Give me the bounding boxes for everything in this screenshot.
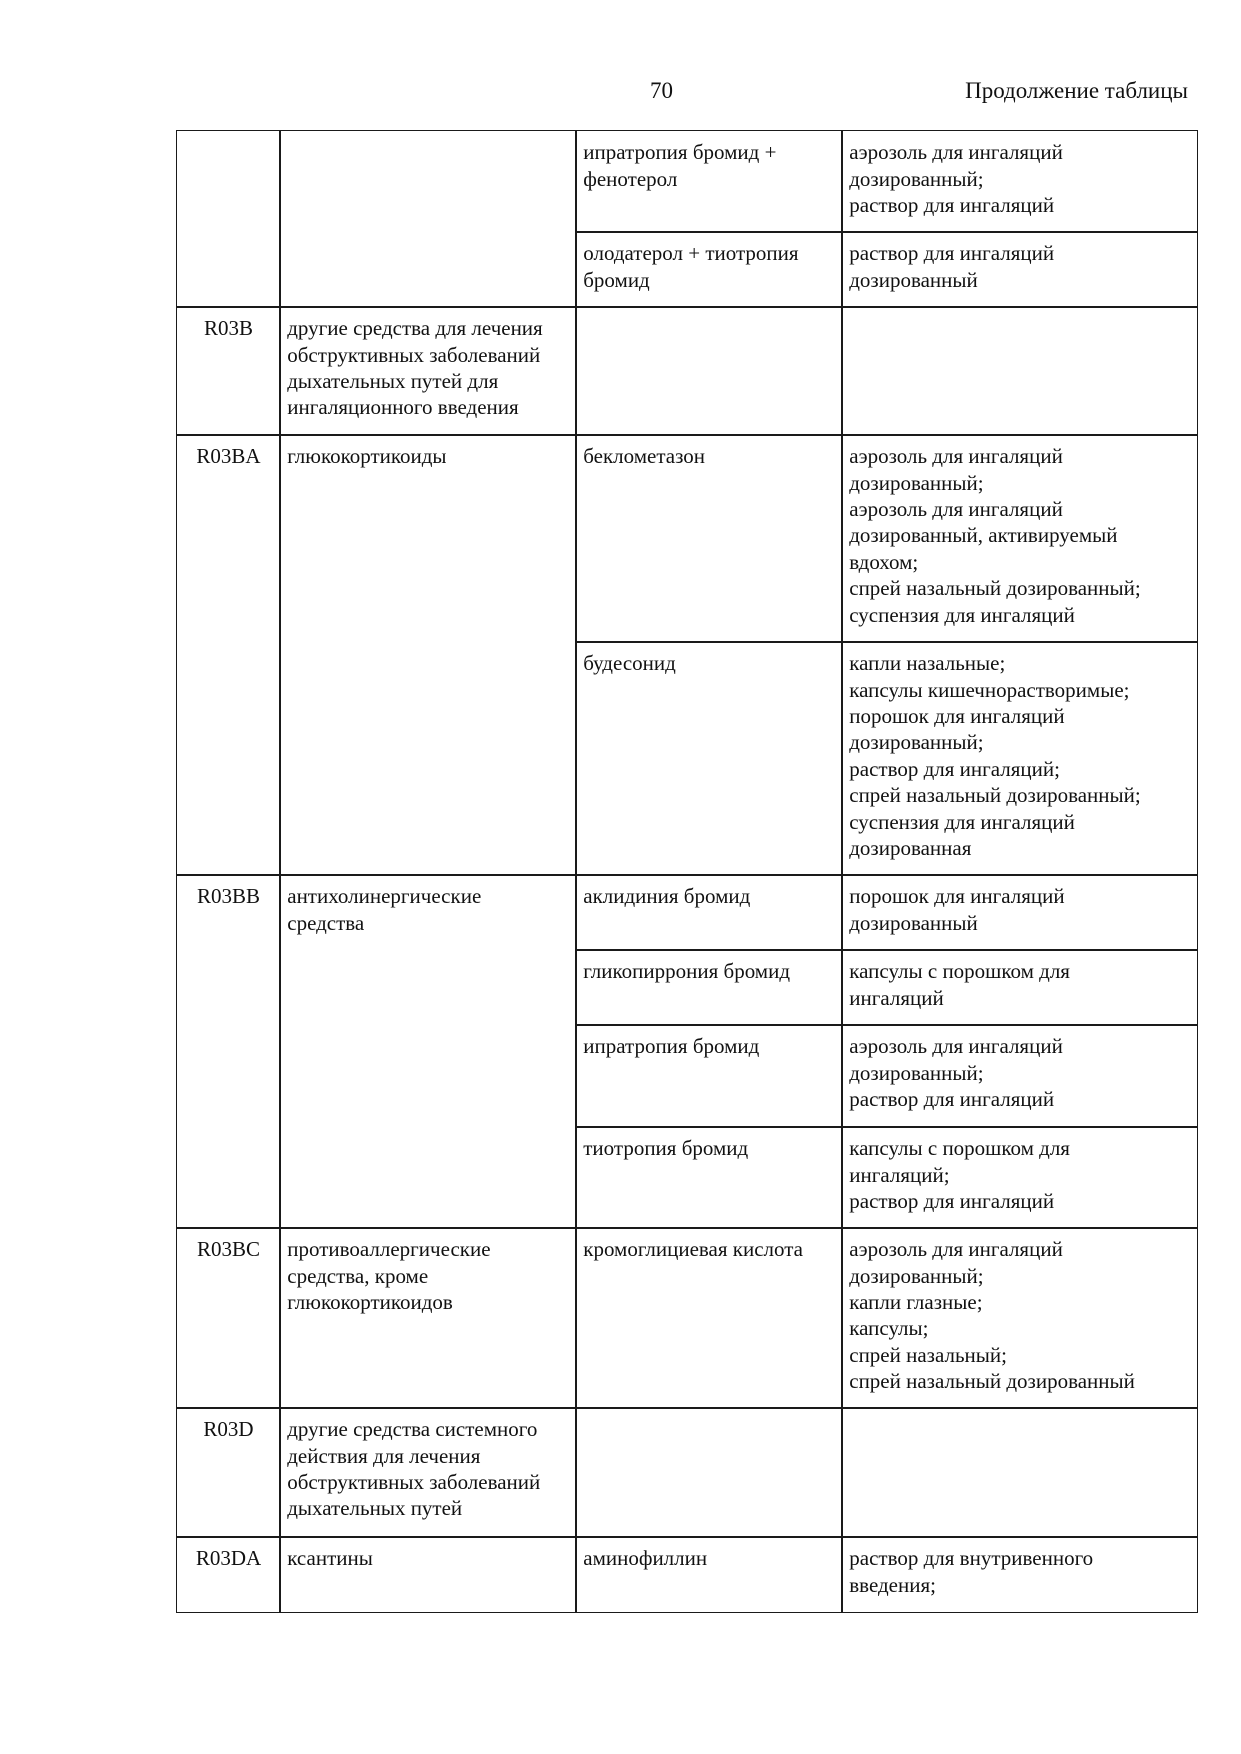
dosage-form-cell-line: раствор для ингаляций [849,1189,1055,1214]
anatomical-group-cell [279,1536,577,1613]
anatomical-group-cell [279,130,577,308]
dosage-form-cell-line: суспензия для ингаляций [849,809,1075,834]
dosage-form-cell-line: введения; [849,1572,936,1597]
dosage-form-cell-line: капсулы с порошком для [849,1136,1070,1161]
drug-name-cell-line: фенотерол [583,166,678,191]
dosage-form-cell-line: раствор для ингаляций [849,241,1055,266]
drug-name-cell-line: гликопиррония бромид [583,959,791,984]
dosage-form-cell [841,641,1198,876]
drug-name-cell [575,130,843,233]
dosage-form-cell-line: вдохом; [849,549,919,574]
dosage-form-cell-line: дозированный [849,910,978,935]
dosage-form-cell [841,306,1198,436]
atc-code: R03BC [196,1237,261,1262]
atc-code: R03BB [196,884,261,909]
anatomical-group-cell [279,1227,577,1409]
dosage-form-cell-line: раствор для ингаляций; [849,756,1060,781]
dosage-form-cell-line: капли назальные; [849,651,1006,676]
drug-name-cell [575,231,843,308]
anatomical-group-cell-line: обструктивных заболеваний [287,1470,541,1495]
dosage-form-cell-line: капсулы; [849,1316,929,1341]
dosage-form-cell [841,949,1198,1026]
atc-code-cell [176,130,281,308]
anatomical-group-cell-line: дыхательных путей [287,1496,463,1521]
atc-code-cell [176,306,281,436]
atc-code-cell [176,1536,281,1613]
drug-name-cell [575,1407,843,1538]
dosage-form-cell [841,1407,1198,1538]
dosage-form-cell-line: дозированный; [849,1263,984,1288]
atc-code-cell [176,434,281,876]
anatomical-group-cell-line: дыхательных путей для [287,369,499,394]
dosage-form-cell [841,874,1198,951]
anatomical-group-cell-line: другие средства для лечения [287,316,543,341]
dosage-form-cell [841,231,1198,308]
dosage-form-cell-line: капсулы кишечнорастворимые; [849,677,1130,702]
dosage-form-cell [841,434,1198,643]
anatomical-group-cell-line: ингаляционного введения [287,395,519,420]
anatomical-group-cell-line: глюкокортикоиды [287,444,447,469]
dosage-form-cell-line: дозированный; [849,730,984,755]
drug-name-cell [575,306,843,436]
anatomical-group-cell-line: антихолинергические [287,884,482,909]
dosage-form-cell-line: спрей назальный; [849,1342,1007,1367]
drug-name-cell [575,874,843,951]
drug-name-cell-line: ипратропия бромид [583,1034,760,1059]
anatomical-group-cell-line: другие средства системного [287,1417,538,1442]
atc-code: R03DA [195,1546,262,1571]
dosage-form-cell [841,1126,1198,1229]
drug-name-cell-line: бромид [583,267,650,292]
drug-name-cell-line: будесонид [583,651,676,676]
atc-code: R03B [203,316,253,341]
anatomical-group-cell [279,306,577,436]
dosage-form-cell-line: дозированный; [849,166,984,191]
dosage-form-cell-line: спрей назальный дозированный; [849,783,1141,808]
dosage-form-cell-line: раствор для внутривенного [849,1546,1094,1571]
drug-name-cell [575,641,843,876]
drug-name-cell-line: аклидиния бромид [583,884,751,909]
anatomical-group-cell [279,1407,577,1538]
dosage-form-cell-line: аэрозоль для ингаляций [849,444,1063,469]
dosage-form-cell-line: аэрозоль для ингаляций [849,497,1063,522]
drug-name-cell-line: беклометазон [583,444,706,469]
dosage-form-cell [841,1536,1198,1613]
dosage-form-cell-line: порошок для ингаляций [849,884,1065,909]
anatomical-group-cell-line: ксантины [287,1546,373,1571]
dosage-form-cell [841,130,1198,233]
drug-name-cell [575,1536,843,1613]
dosage-form-cell-line: аэрозоль для ингаляций [849,140,1063,165]
drug-name-cell [575,434,843,643]
atc-code: R03BA [196,444,261,469]
dosage-form-cell-line: дозированный [849,267,978,292]
drug-name-cell-line: ипратропия бромид + [583,140,777,165]
dosage-form-cell-line: дозированный; [849,1060,984,1085]
drug-name-cell-line: тиотропия бромид [583,1136,749,1161]
dosage-form-cell-line: дозированная [849,836,972,861]
dosage-form-cell-line: спрей назальный дозированный; [849,576,1141,601]
dosage-form-cell [841,1024,1198,1128]
atc-code-cell [176,1227,281,1409]
drug-name-cell-line: кромоглициевая кислота [583,1237,803,1262]
dosage-form-cell-line: ингаляций [849,985,944,1010]
anatomical-group-cell-line: действия для лечения [287,1443,481,1468]
drug-name-cell-line: аминофиллин [583,1546,708,1571]
anatomical-group-cell [279,874,577,1229]
dosage-form-cell-line: порошок для ингаляций [849,704,1065,729]
drug-name-cell [575,1227,843,1409]
drug-name-cell [575,1126,843,1229]
anatomical-group-cell [279,434,577,876]
anatomical-group-cell-line: обструктивных заболеваний [287,342,541,367]
drug-name-cell [575,949,843,1026]
dosage-form-cell-line: капсулы с порошком для [849,959,1070,984]
atc-code: R03D [203,1417,254,1442]
dosage-form-cell-line: дозированный, активируемый [849,523,1118,548]
dosage-form-cell-line: капли глазные; [849,1290,983,1315]
dosage-form-cell [841,1227,1198,1409]
atc-code-cell [176,1407,281,1538]
dosage-form-cell-line: ингаляций; [849,1162,950,1187]
dosage-form-cell-line: раствор для ингаляций [849,193,1055,218]
dosage-form-cell-line: аэрозоль для ингаляций [849,1237,1063,1262]
anatomical-group-cell-line: средства, кроме [287,1263,429,1288]
anatomical-group-cell-line: глюкокортикоидов [287,1290,453,1315]
atc-code-cell [176,874,281,1229]
anatomical-group-cell-line: средства [287,910,365,935]
drug-name-cell-line: олодатерол + тиотропия [583,241,799,266]
dosage-form-cell-line: аэрозоль для ингаляций [849,1034,1063,1059]
dosage-form-cell-line: спрей назальный дозированный [849,1369,1135,1394]
dosage-form-cell-line: суспензия для ингаляций [849,602,1075,627]
drug-name-cell [575,1024,843,1128]
table-continuation-label: Продолжение таблицы [965,78,1188,103]
dosage-form-cell-line: раствор для ингаляций [849,1087,1055,1112]
page-number: 70 [650,78,673,103]
anatomical-group-cell-line: противоаллергические [287,1237,491,1262]
dosage-form-cell-line: дозированный; [849,470,984,495]
